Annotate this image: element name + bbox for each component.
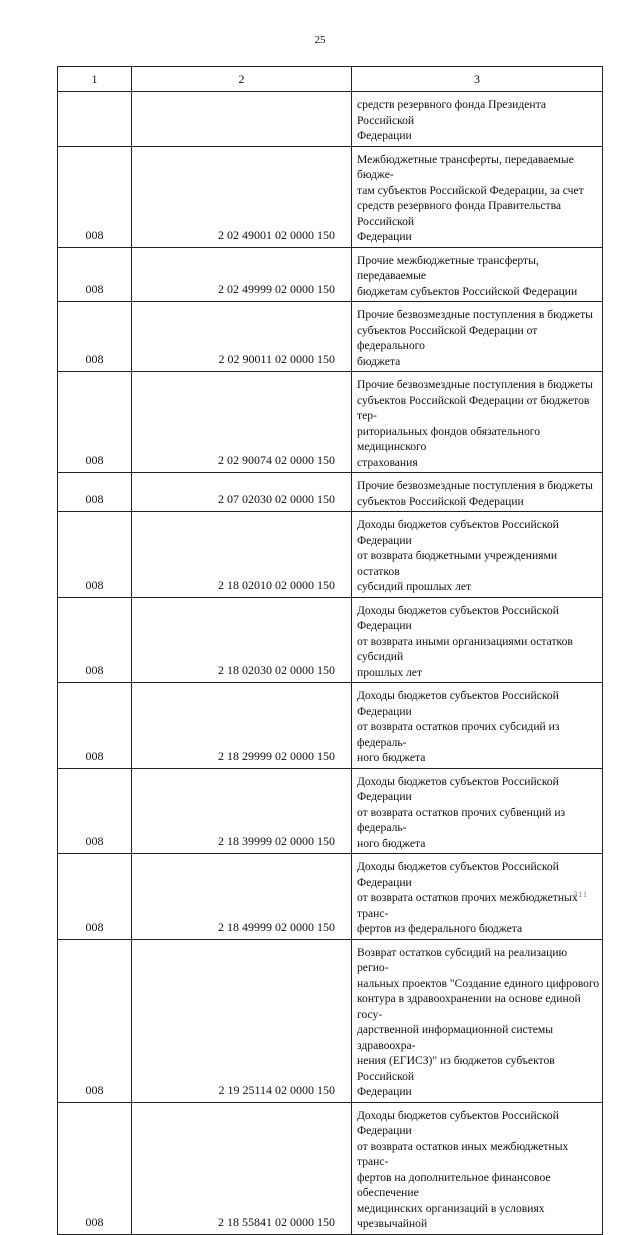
description-cell	[352, 92, 603, 147]
description-cell	[352, 939, 603, 1102]
table-row	[58, 302, 603, 372]
description-cell	[352, 597, 603, 683]
table-row	[58, 939, 603, 1102]
description-line: бюджета	[357, 354, 401, 368]
description-line: дарственной информационной системы здравоохра-	[357, 1023, 554, 1052]
table-row	[58, 247, 603, 302]
column-header-3: 3	[352, 67, 603, 92]
description-line: от возврата бюджетными учреждениями остатков	[357, 549, 558, 578]
admin-code-cell: 008	[58, 473, 132, 512]
budget-classification-code-cell: 2 02 49001 02 0000 150	[132, 146, 352, 247]
description-line: Прочие безвозмездные поступления в бюджеты	[357, 479, 593, 492]
description-cell	[352, 512, 603, 598]
description-line: фертов на дополнительное финансовое обеспечение	[357, 1170, 551, 1199]
budget-classification-code-cell: 2 18 49999 02 0000 150	[132, 854, 352, 940]
table-row	[58, 768, 603, 854]
description-cell	[352, 473, 603, 512]
column-header-2: 2	[132, 67, 352, 92]
column-header-1: 1	[58, 67, 132, 92]
table-body	[58, 92, 603, 1235]
description-line: Прочие межбюджетные трансферты, передаваемые	[357, 253, 539, 282]
admin-code-cell: 008	[58, 372, 132, 473]
description-cell	[352, 146, 603, 247]
footer-mark: 311	[573, 890, 588, 899]
description-cell	[352, 768, 603, 854]
admin-code-cell: 008	[58, 683, 132, 769]
description-line: нения (ЕГИСЗ)" из бюджетов субъектов Российской	[357, 1054, 555, 1083]
description-cell	[352, 854, 603, 940]
description-line: Возврат остатков субсидий на реализацию регио-	[357, 945, 568, 974]
admin-code-cell: 008	[58, 512, 132, 598]
admin-code-cell: 008	[58, 939, 132, 1102]
budget-classification-code-cell: 2 18 39999 02 0000 150	[132, 768, 352, 854]
description-line: субъектов Российской Федерации от бюджетов тер-	[357, 393, 590, 422]
description-cell	[352, 372, 603, 473]
description-line: страхования	[357, 455, 418, 469]
description-cell	[352, 1102, 603, 1234]
description-line: Доходы бюджетов субъектов Российской Федерации	[357, 689, 559, 718]
admin-code-cell: 008	[58, 854, 132, 940]
page-number: 25	[314, 34, 326, 46]
budget-classification-code-cell: 2 18 02030 02 0000 150	[132, 597, 352, 683]
table-row	[58, 473, 603, 512]
description-line: нальных проектов "Создание единого цифрового	[357, 976, 600, 990]
budget-classification-code-cell: 2 18 02010 02 0000 150	[132, 512, 352, 598]
admin-code-cell: 008	[58, 768, 132, 854]
table-row	[58, 146, 603, 247]
budget-classification-code-cell: 2 02 90011 02 0000 150	[132, 302, 352, 372]
description-line: там субъектов Российской Федерации, за счет	[357, 183, 584, 197]
description-line: от возврата иными организациями остатков субсидий	[357, 634, 573, 663]
admin-code-cell	[58, 92, 132, 147]
description-line: риториальных фондов обязательного медицинского	[357, 424, 541, 453]
description-line: медицинских организаций в условиях чрезвычайной	[357, 1201, 545, 1230]
description-line: средств резервного фонда Правительства Российской	[357, 199, 562, 228]
description-cell	[352, 302, 603, 372]
budget-codes-table	[57, 66, 603, 1235]
description-line: прошлых лет	[357, 665, 422, 679]
description-cell	[352, 683, 603, 769]
description-line: Доходы бюджетов субъектов Российской Федерации	[357, 774, 559, 803]
table-row	[58, 683, 603, 769]
budget-classification-code-cell: 2 02 90074 02 0000 150	[132, 372, 352, 473]
table-row	[58, 597, 603, 683]
budget-classification-code-cell	[132, 92, 352, 147]
admin-code-cell: 008	[58, 146, 132, 247]
description-line: Доходы бюджетов субъектов Российской Федерации	[357, 603, 559, 632]
description-line: бюджетам субъектов Российской Федерации	[357, 284, 578, 298]
table-row	[58, 854, 603, 940]
description-line: Федерации	[357, 1085, 412, 1098]
description-line: от возврата остатков прочих межбюджетных транс-	[357, 891, 578, 920]
description-line: Федерации	[357, 129, 412, 142]
description-line: фертов из федерального бюджета	[357, 922, 523, 935]
table-row	[58, 372, 603, 473]
table-row	[58, 92, 603, 147]
description-line: Доходы бюджетов субъектов Российской Федерации	[357, 860, 559, 889]
description-line: Прочие безвозмездные поступления в бюджеты	[357, 378, 593, 391]
admin-code-cell: 008	[58, 302, 132, 372]
budget-classification-code-cell: 2 07 02030 02 0000 150	[132, 473, 352, 512]
budget-classification-code-cell: 2 19 25114 02 0000 150	[132, 939, 352, 1102]
budget-classification-code-cell: 2 18 55841 02 0000 150	[132, 1102, 352, 1234]
description-line: субъектов Российской Федерации	[357, 494, 524, 508]
admin-code-cell: 008	[58, 597, 132, 683]
description-line: от возврата остатков прочих субсидий из федераль-	[357, 720, 560, 749]
description-line: субъектов Российской Федерации от федерального	[357, 323, 538, 352]
budget-classification-code-cell: 2 02 49999 02 0000 150	[132, 247, 352, 302]
description-line: ного бюджета	[357, 836, 426, 850]
description-line: Межбюджетные трансферты, передаваемые бюдже-	[357, 152, 574, 181]
description-line: от возврата остатков иных межбюджетных транс-	[357, 1139, 569, 1168]
budget-classification-code-cell: 2 18 29999 02 0000 150	[132, 683, 352, 769]
table-row	[58, 512, 603, 598]
description-line: средств резервного фонда Президента Российской	[357, 98, 546, 127]
description-line: ного бюджета	[357, 751, 426, 764]
description-line: субсидий прошлых лет	[357, 580, 472, 593]
description-line: Федерации	[357, 230, 412, 243]
description-line: Доходы бюджетов субъектов Российской Федерации	[357, 1108, 559, 1137]
table-header-row	[58, 67, 603, 92]
description-line: Доходы бюджетов субъектов Российской Федерации	[357, 518, 559, 547]
table-row	[58, 1102, 603, 1234]
description-cell	[352, 247, 603, 302]
description-line: Прочие безвозмездные поступления в бюджеты	[357, 308, 593, 321]
description-line: контура в здравоохранении на основе единой госу-	[357, 992, 581, 1021]
admin-code-cell: 008	[58, 247, 132, 302]
description-line: от возврата остатков прочих субвенций из федераль-	[357, 805, 566, 834]
admin-code-cell: 008	[58, 1102, 132, 1234]
